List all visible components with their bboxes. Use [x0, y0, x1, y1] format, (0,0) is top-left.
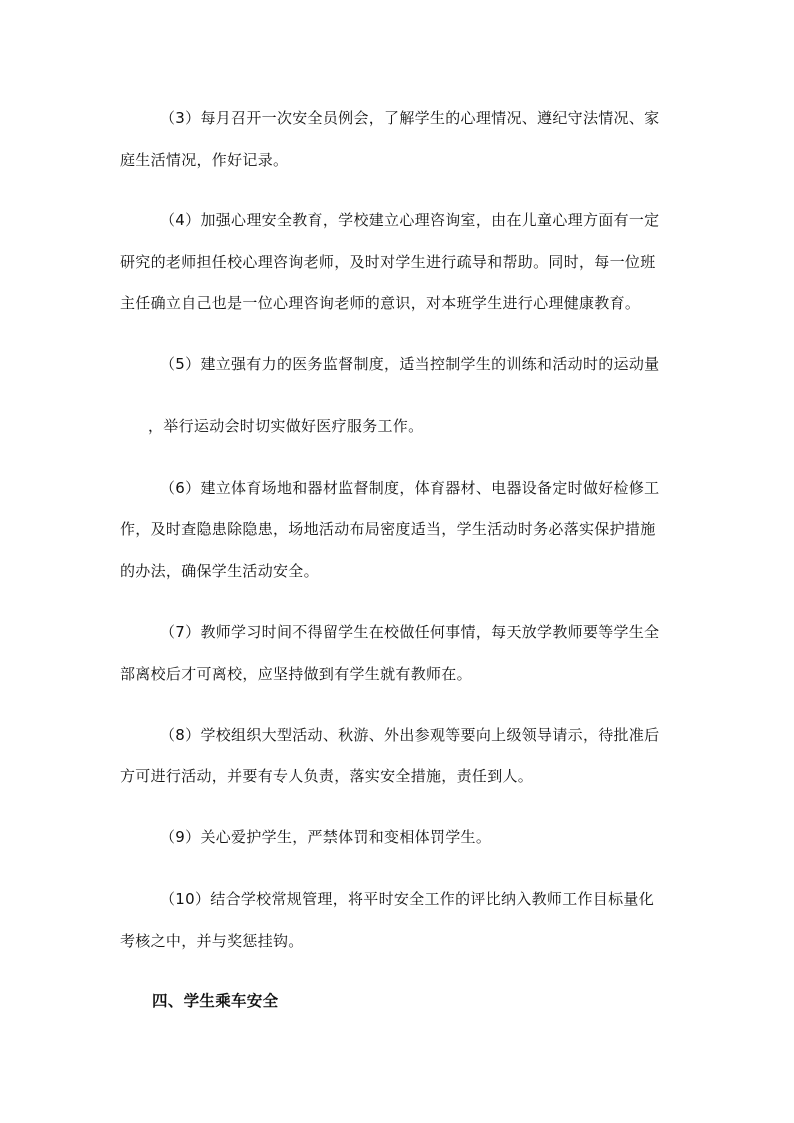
- paragraph-4-line-3: 主任确立自己也是一位心理咨询老师的意识，对本班学生进行心理健康教育。: [120, 294, 641, 312]
- section-heading: 四、学生乘车安全: [152, 992, 279, 1010]
- paragraph-6-line-2: 作，及时查隐患除隐患，场地活动布局密度适当，学生活动时务必落实保护措施: [120, 520, 656, 538]
- paragraph-7-line-2: 部离校后才可离校，应坚持做到有学生就有教师在。: [120, 665, 472, 683]
- paragraph-5-line-2: ，举行运动会时切实做好医疗服务工作。: [148, 417, 424, 435]
- paragraph-3-line-2: 庭生活情况，作好记录。: [120, 151, 289, 169]
- paragraph-6-line-1: （6）建立体育场地和器材监督制度，体育器材、电器设备定时做好检修工: [160, 479, 660, 497]
- paragraph-6-line-3: 的办法，确保学生活动安全。: [120, 562, 319, 580]
- paragraph-5-line-1: （5）建立强有力的医务监督制度，适当控制学生的训练和活动时的运动量: [160, 355, 660, 373]
- paragraph-4-line-2: 研究的老师担任校心理咨询老师，及时对学生进行疏导和帮助。同时，每一位班: [120, 253, 656, 271]
- paragraph-10-line-1: （10）结合学校常规管理，将平时安全工作的评比纳入教师工作目标量化: [160, 890, 654, 908]
- paragraph-3-line-1: （3）每月召开一次安全员例会，了解学生的心理情况、遵纪守法情况、家: [160, 109, 660, 127]
- paragraph-8-line-1: （8）学校组织大型活动、秋游、外出参观等要向上级领导请示，待批准后: [160, 726, 660, 744]
- paragraph-8-line-2: 方可进行活动，并要有专人负责，落实安全措施，责任到人。: [120, 767, 534, 785]
- paragraph-4-line-1: （4）加强心理安全教育，学校建立心理咨询室，由在儿童心理方面有一定: [160, 211, 660, 229]
- paragraph-9-line-1: （9）关心爱护学生，严禁体罚和变相体罚学生。: [160, 828, 492, 846]
- paragraph-7-line-1: （7）教师学习时间不得留学生在校做任何事情，每天放学教师要等学生全: [160, 623, 660, 641]
- paragraph-10-line-2: 考核之中，并与奖惩挂钩。: [120, 932, 304, 950]
